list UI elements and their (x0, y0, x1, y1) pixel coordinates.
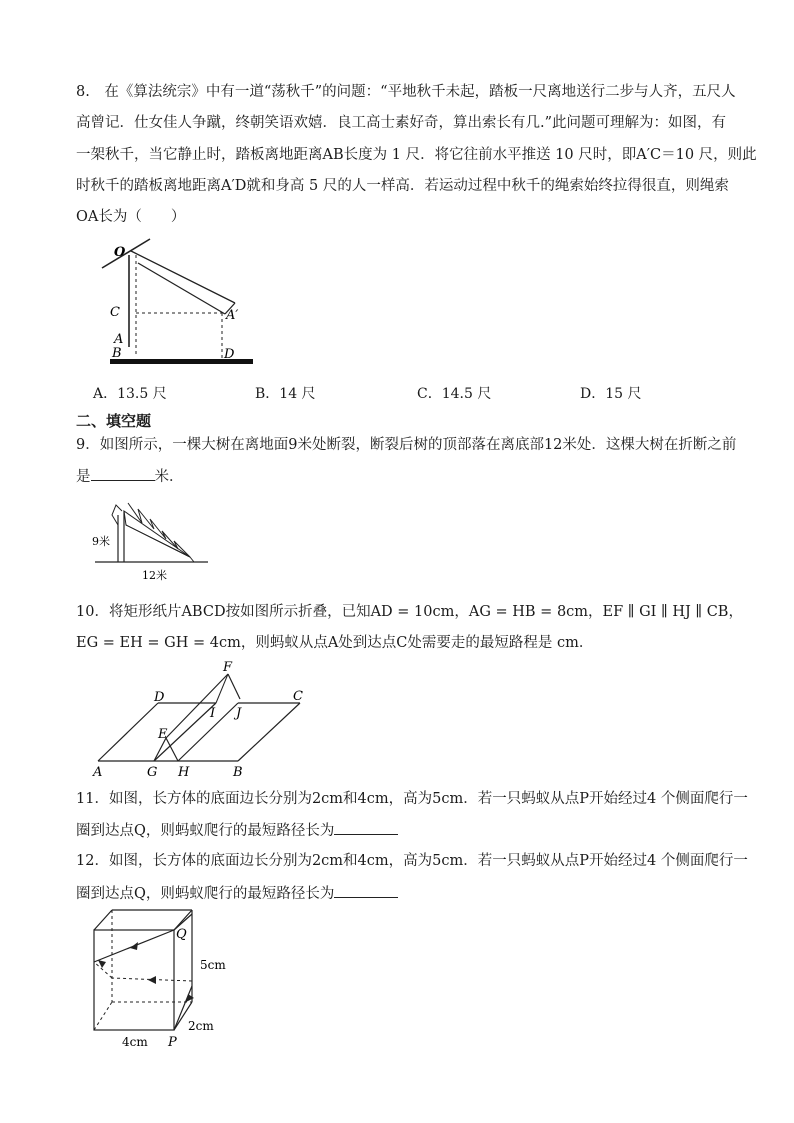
q9-fallen-leaves (128, 503, 190, 557)
q11-line-2-text: 圈到达点Q，则蚂蚁爬行的最短路径长为 (76, 823, 335, 839)
q10-label-f: F (223, 660, 233, 675)
q10-label-d: D (154, 690, 165, 705)
q8-swing-figure (100, 235, 260, 370)
label-a: A (114, 332, 124, 347)
label-o: O (114, 245, 126, 260)
q11-line-1: 11．如图，长方体的底面边长分别为2cm和4cm，高为5cm．若一只蚂蚁从点P开始经过4 个侧面爬行一 (76, 791, 748, 807)
q10-line-hj (178, 703, 238, 761)
q10-label-g: G (147, 765, 158, 780)
q9-label-height: 9米 (92, 535, 110, 548)
q10-line-1: 10．将矩形纸片ABCD按如图所示折叠，已知AD = 10cm，AG = HB = 8cm，EF ∥ GI ∥ HJ ∥ CB， (76, 604, 743, 620)
q12-answer-blank[interactable] (334, 883, 398, 898)
label-b: B (112, 346, 122, 361)
cuboid-edge-bl-hidden (94, 1002, 112, 1030)
q12-cuboid-figure (88, 906, 238, 1051)
option-d[interactable]: D．15 尺 (580, 386, 642, 402)
q10-label-c: C (293, 689, 303, 704)
q10-line-fi (216, 674, 228, 703)
arrow-head-2 (148, 976, 156, 984)
arrow-head-4 (186, 994, 194, 1002)
q12-line-1: 12．如图，长方体的底面边长分别为2cm和4cm，高为5cm．若一只蚂蚁从点P开始经过4 个侧面爬行一 (76, 853, 748, 869)
q10-line-fj (228, 674, 240, 699)
q10-label-a: A (93, 765, 103, 780)
q10-line-ef (166, 674, 228, 738)
section-title-fill-in: 二、填空题 (76, 412, 152, 430)
option-b[interactable]: B．14 尺 (255, 386, 316, 402)
q11-line-2 (76, 820, 398, 841)
label-a-prime: A′ (226, 308, 239, 323)
q9-label-base: 12米 (142, 569, 167, 582)
q10-label-j: J (236, 706, 242, 721)
q8-line-4: 时秋千的踏板离地距离A′D就和身高 5 尺的人一样高．若运动过程中秋千的绳索始终拉得很直，则绳索 (76, 178, 729, 194)
q9-tip (190, 557, 194, 562)
q9-line-2-pre: 是 (76, 469, 91, 485)
q9-line-2 (76, 466, 184, 487)
label-depth-2cm: 2cm (188, 1019, 214, 1033)
label-width-4cm: 4cm (122, 1035, 148, 1049)
q12-line-2-text: 圈到达点Q，则蚂蚁爬行的最短路径长为 (76, 886, 335, 902)
arrow-head-3 (98, 960, 106, 968)
q10-label-i: I (210, 706, 216, 721)
q10-line-eh (166, 738, 178, 761)
q11-answer-blank[interactable] (334, 820, 398, 835)
rope-swung-bottom (138, 263, 225, 314)
arrow-head-1 (130, 942, 138, 950)
q12-line-2 (76, 883, 398, 904)
q10-line-bc (238, 703, 300, 761)
label-d: D (224, 347, 235, 362)
q9-answer-blank[interactable] (91, 466, 155, 481)
q8-line-2: 高曾记．仕女佳人争蹴，终朝笑语欢嬉．良工高士素好奇，算出索长有几.”此问题可理解为：如图，有 (76, 115, 727, 131)
label-q: Q (176, 927, 187, 942)
q10-line-ad (98, 703, 158, 761)
swing-beam (102, 239, 150, 268)
q8-line-1: 8. 在《算法统宗》中有一道“荡秋千”的问题：“平地秋千未起，踏板一尺离地送行二步与人齐，五尺人 (76, 84, 736, 100)
option-a[interactable]: A．13.5 尺 (93, 386, 167, 402)
q10-label-b: B (233, 765, 243, 780)
q10-label-h: H (178, 765, 190, 780)
q10-label-e: E (158, 727, 168, 742)
q10-line-2: EG = EH = GH = 4cm，则蚂蚁从点A处到达点C处需要走的最短路程是 cm． (76, 635, 594, 651)
label-height-5cm: 5cm (200, 958, 226, 972)
q9-branch-stub (112, 505, 122, 525)
label-c: C (110, 305, 120, 320)
q9-fallen-top (124, 511, 190, 557)
option-c[interactable]: C．14.5 尺 (417, 386, 492, 402)
q10-folded-paper-figure (88, 656, 318, 781)
label-p: P (168, 1035, 177, 1050)
q9-line-1: 9．如图所示，一棵大树在离地面9米处断裂，断裂后树的顶部落在离底部12米处．这棵大树在折断之前 (76, 437, 737, 453)
q8-line-3: 一架秋千，当它静止时，踏板离地距离AB长度为 1 尺．将它往前水平推送 10 尺时，即A′C＝10 尺，则此 (76, 147, 757, 163)
rope-swung-top (131, 251, 235, 303)
q9-line-2-post: 米． (154, 469, 184, 485)
q9-tree-figure (90, 495, 215, 585)
q8-line-5: OA长为（ ） (76, 209, 186, 225)
cuboid-edge-tl (94, 910, 112, 930)
